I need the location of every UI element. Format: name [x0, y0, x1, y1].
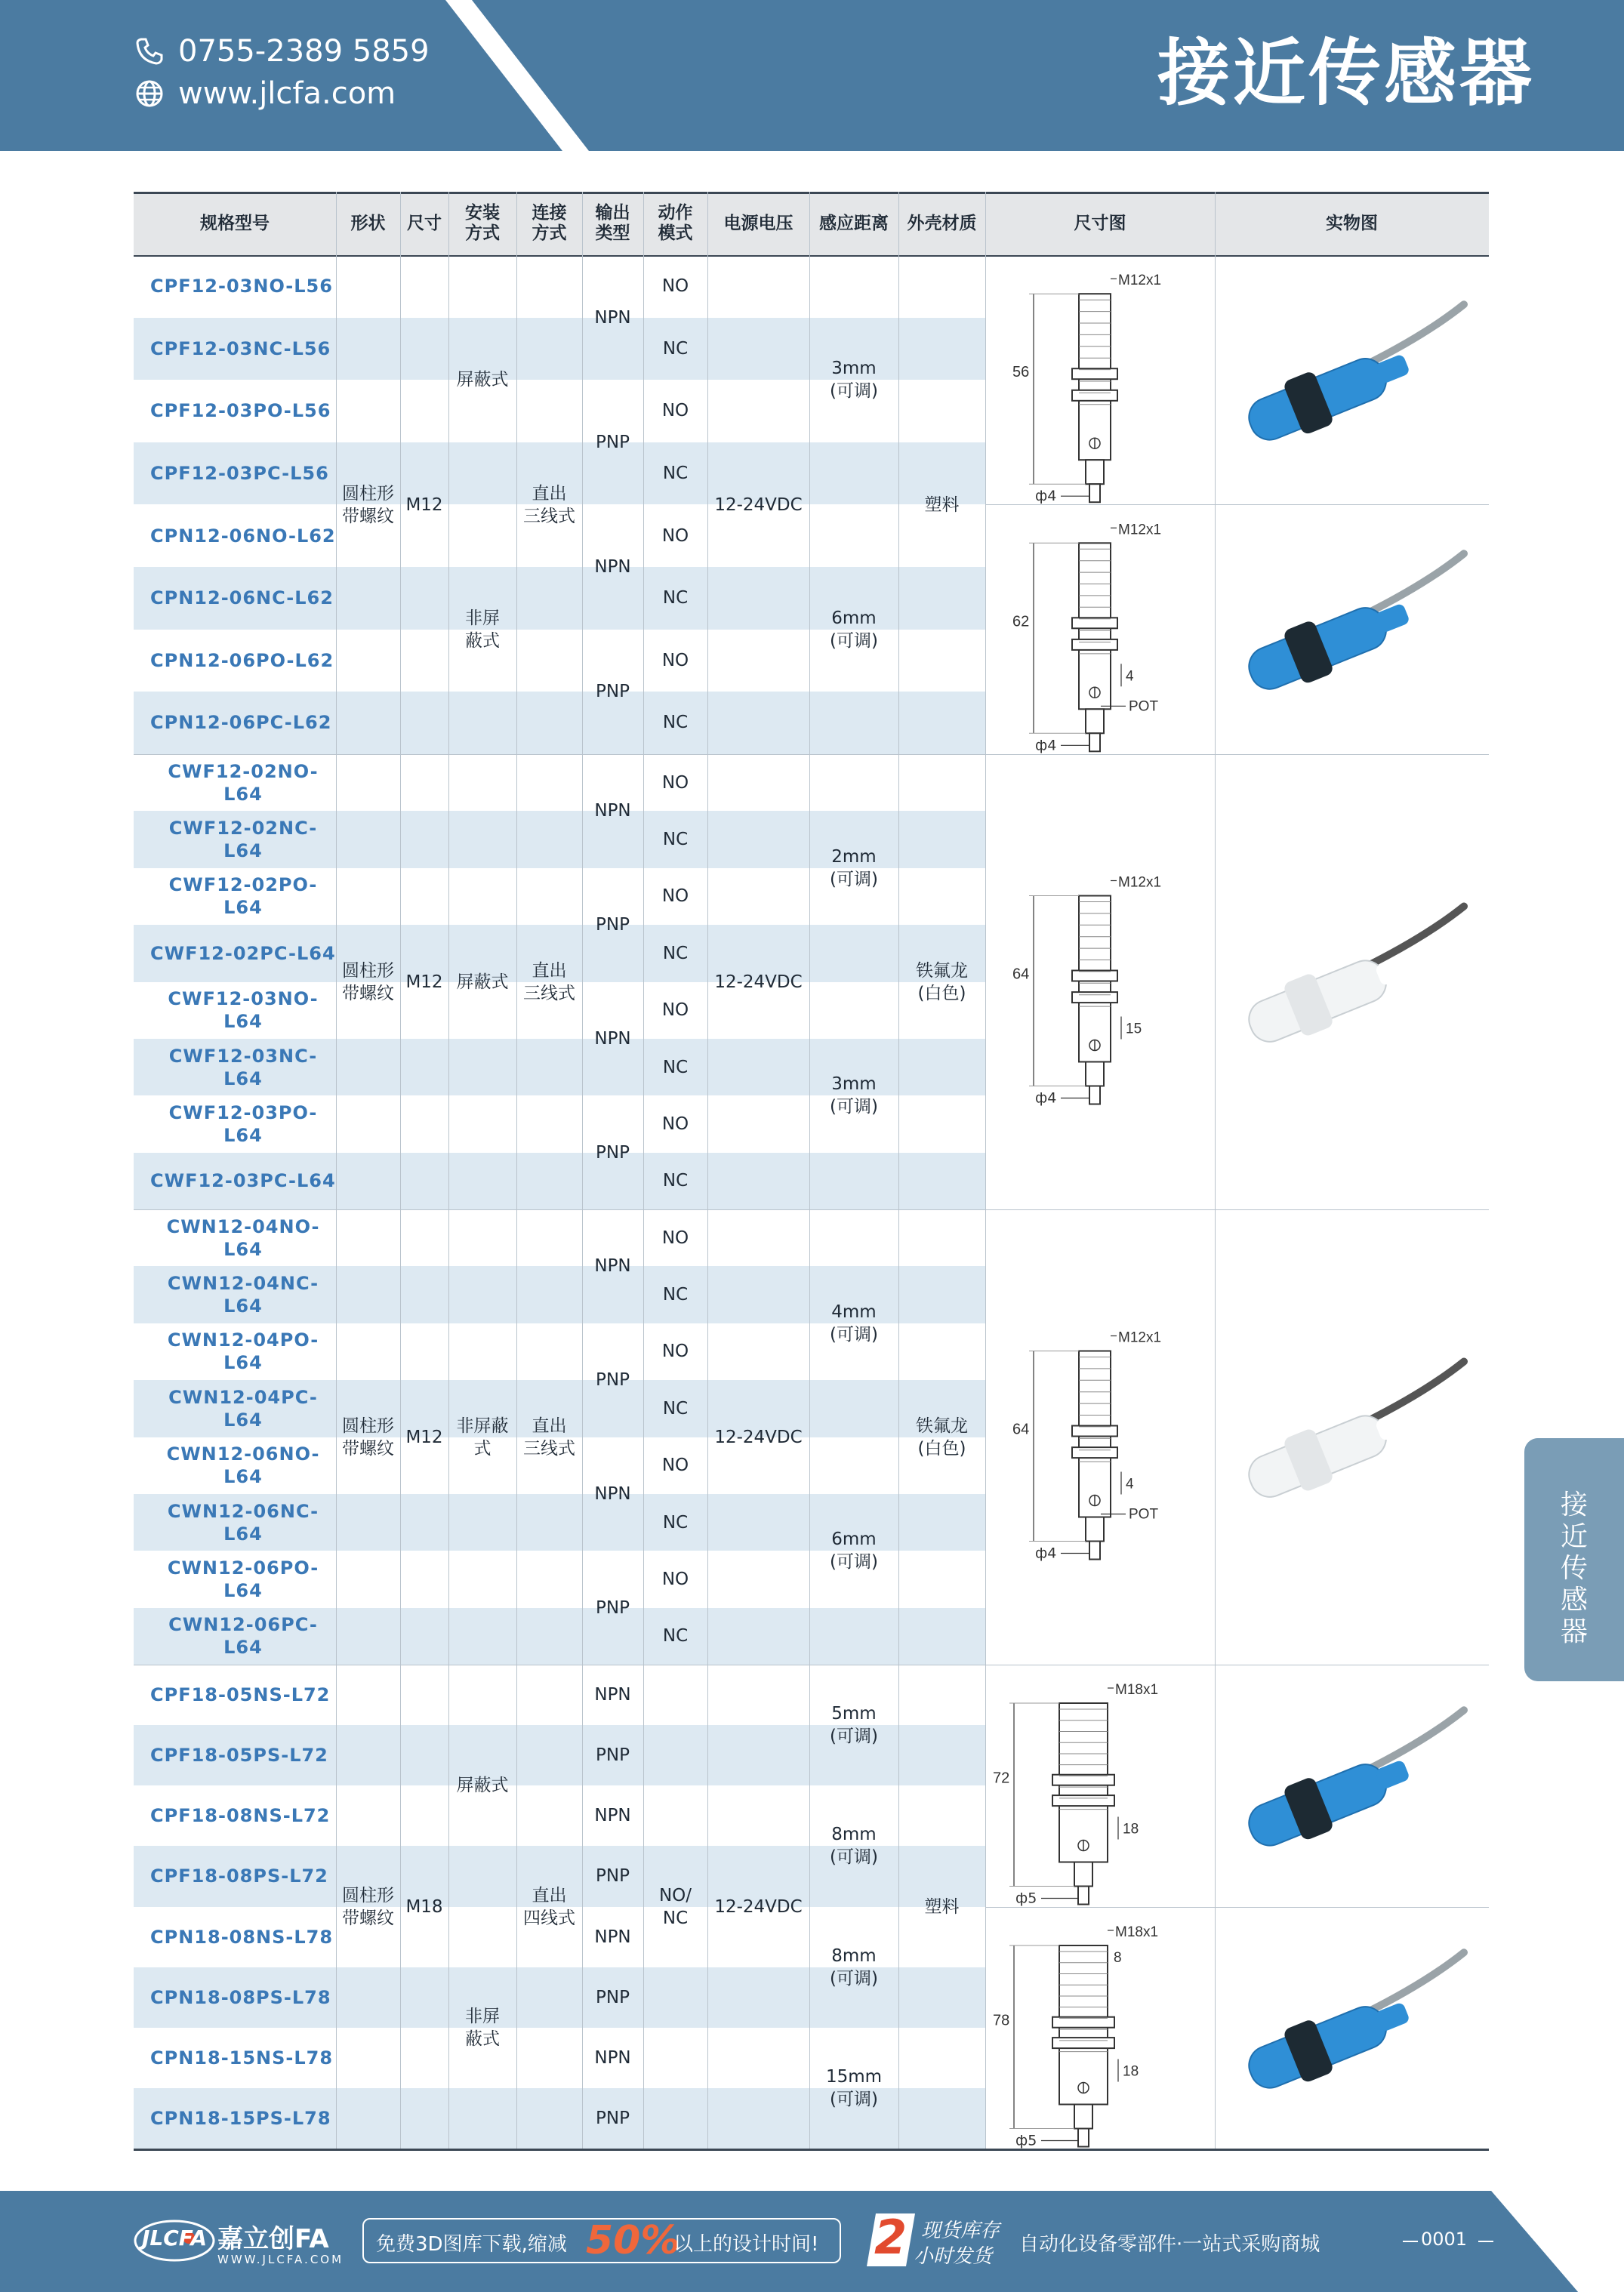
header-model: 规格型号	[200, 213, 270, 233]
output-cell: NPN	[594, 1028, 631, 1049]
length-label: 72	[993, 1770, 1010, 1787]
action-cell: NC	[662, 1171, 689, 1191]
thread-label: M12x1	[1118, 273, 1162, 289]
footer-bar	[0, 2191, 1624, 2292]
extra-dim-label: 15	[1126, 1021, 1142, 1037]
column-divider	[809, 192, 810, 2149]
distance-cell: 8mm (可调)	[830, 1825, 878, 1868]
model-cell: CWF12-03PC-L64	[150, 1170, 336, 1192]
material-cell: 塑料	[924, 494, 960, 515]
action-cell: NO	[661, 772, 689, 793]
model-cell: CWF12-03PO-L64	[168, 1101, 318, 1146]
model-cell: CWN12-06PC-L64	[168, 1614, 318, 1659]
material-cell: 塑料	[924, 1896, 960, 1917]
column-divider	[643, 192, 644, 2149]
footer-slogan-percent: 50%	[586, 2218, 680, 2263]
diameter-label: ф4	[1035, 488, 1057, 505]
model-cell: CWF12-02PO-L64	[168, 874, 318, 919]
sensor-nut-outline	[1072, 971, 1117, 981]
action-cell: NC	[662, 1512, 689, 1533]
model-cell: CPF18-08NS-L72	[150, 1805, 331, 1827]
size-cell: M12	[405, 1427, 443, 1447]
output-cell: PNP	[596, 1866, 630, 1887]
length-label: 64	[1012, 1421, 1030, 1438]
header-shape: 形状	[350, 213, 386, 233]
model-cell: CWF12-03NO-L64	[168, 988, 319, 1033]
sensor-nut-outline	[1072, 639, 1117, 650]
column-divider	[898, 192, 899, 2149]
distance-cell: 2mm (可调)	[830, 846, 878, 889]
model-cell: CPF18-08PS-L72	[150, 1865, 328, 1887]
header-photo: 实物图	[1326, 213, 1378, 233]
action-cell: NO	[661, 1114, 689, 1134]
sensor-cable	[1366, 1952, 1464, 2013]
phone-number: 0755-2389 5859	[178, 34, 430, 69]
header-connect: 连接 方式	[532, 203, 567, 243]
action-cell: NO	[661, 401, 689, 421]
sensor-nut-outline	[1072, 992, 1117, 1003]
output-cell: PNP	[596, 1597, 630, 1618]
sensor-tail-outline	[1086, 710, 1104, 734]
output-cell: NPN	[594, 1685, 631, 1705]
dimension-drawing	[985, 754, 1212, 1209]
action-cell: NC	[662, 464, 689, 484]
column-divider	[336, 192, 337, 2149]
footer-slogan-suffix: 以上的设计时间!	[673, 2233, 819, 2256]
sensor-nut-outline	[1072, 1426, 1117, 1437]
output-cell: PNP	[596, 915, 630, 935]
model-cell: CWN12-06NO-L64	[166, 1443, 320, 1488]
footer-brand: JLCFA	[142, 2226, 207, 2250]
distance-cell: 6mm (可调)	[830, 1530, 878, 1573]
action-cell: NC	[662, 588, 689, 608]
sensor-cable	[1366, 907, 1464, 967]
column-divider	[582, 192, 583, 2149]
side-tab-label: 接近传感器	[1560, 1489, 1588, 1647]
dimension-drawing	[985, 1907, 1212, 2149]
output-cell: PNP	[596, 2108, 630, 2128]
length-label: 56	[1012, 364, 1030, 381]
header-action: 动作 模式	[658, 203, 693, 243]
page-number-line-right	[1478, 2241, 1493, 2242]
action-cell: NC	[662, 830, 689, 850]
sensor-tail-outline	[1074, 2104, 1092, 2128]
thread-label: M12x1	[1118, 874, 1162, 891]
distance-cell: 3mm (可调)	[830, 1074, 878, 1117]
model-cell: CPN12-06NC-L62	[150, 587, 334, 609]
model-cell: CPN18-15PS-L78	[150, 2107, 331, 2129]
header-material: 外壳材质	[907, 213, 977, 233]
sensor-nut-outline	[1072, 390, 1117, 401]
model-cell: CPN18-08PS-L78	[150, 1986, 331, 2008]
thread-label: M12x1	[1118, 1329, 1162, 1346]
sensor-nut-outline	[1052, 1795, 1114, 1806]
sensor-tail-outline	[1086, 1517, 1104, 1542]
model-cell: CPF12-03NO-L56	[150, 276, 333, 297]
mount-cell: 非屏 蔽式	[465, 608, 500, 651]
voltage-cell: 12-24VDC	[714, 1896, 803, 1917]
action-cell: NC	[662, 338, 689, 359]
size-cell: M12	[405, 972, 443, 992]
distance-cell: 15mm (可调)	[825, 2066, 883, 2109]
model-cell: CPN18-08NS-L78	[150, 1926, 334, 1948]
connect-cell: 直出 三线式	[523, 1416, 575, 1459]
distance-cell: 6mm (可调)	[830, 608, 878, 651]
output-cell: NPN	[594, 2047, 631, 2068]
page-title: 接近传感器	[1157, 31, 1535, 116]
pot-label: POT	[1129, 1506, 1159, 1523]
dimension-drawing	[985, 255, 1212, 504]
action-cell: NC	[662, 1626, 689, 1647]
header-drawing: 尺寸图	[1074, 213, 1126, 233]
shape-cell: 圆柱形 带螺纹	[342, 1885, 394, 1928]
model-cell: CPN12-06NO-L62	[150, 525, 336, 547]
cable-outline	[1089, 1542, 1100, 1560]
thread-label: M12x1	[1118, 522, 1162, 538]
length-label: 64	[1012, 966, 1030, 983]
header-distance: 感应距离	[819, 213, 889, 233]
model-cell: CWF12-02NO-L64	[168, 760, 319, 805]
sensor-nut-outline	[1072, 618, 1117, 629]
stock-line-1: 现货库存	[921, 2220, 1000, 2242]
output-cell: NPN	[594, 307, 631, 328]
dimension-drawing	[985, 1209, 1212, 1665]
extra-dim-label: 4	[1126, 668, 1134, 685]
product-photo	[1215, 1907, 1489, 2149]
sensor-cable	[1366, 1362, 1464, 1422]
output-cell: NPN	[594, 556, 631, 577]
header-size: 尺寸	[407, 213, 442, 233]
action-cell: NO	[661, 525, 689, 546]
page-number: 0001	[1421, 2229, 1468, 2250]
model-cell: CWN12-04NO-L64	[166, 1215, 320, 1260]
action-cell: NC	[662, 1285, 689, 1305]
diameter-label: ф4	[1035, 1089, 1057, 1107]
length-label: 62	[1012, 613, 1030, 630]
material-cell: 铁氟龙 (白色)	[916, 960, 968, 1003]
model-cell: CPN12-06PO-L62	[150, 649, 334, 671]
model-cell: CPN12-06PC-L62	[150, 712, 332, 734]
column-divider	[707, 192, 708, 2149]
output-cell: PNP	[596, 1745, 630, 1766]
diameter-label: ф5	[1015, 2132, 1037, 2149]
distance-cell: 4mm (可调)	[830, 1302, 878, 1345]
pot-label: POT	[1129, 698, 1159, 715]
output-cell: NPN	[594, 1256, 631, 1277]
model-cell: CWN12-04PC-L64	[168, 1386, 318, 1431]
sensor-cable	[1366, 1710, 1464, 1770]
voltage-cell: 12-24VDC	[714, 1427, 803, 1447]
sensor-nut-outline	[1072, 1447, 1117, 1458]
product-photo	[1215, 504, 1489, 754]
diameter-label: ф4	[1035, 737, 1057, 754]
output-cell: PNP	[596, 682, 630, 702]
output-cell: NPN	[594, 1927, 631, 1947]
output-cell: PNP	[596, 1987, 630, 2007]
output-cell: NPN	[594, 1483, 631, 1504]
dimension-drawing	[985, 504, 1212, 754]
mount-cell: 屏蔽式	[456, 972, 509, 992]
shape-cell: 圆柱形 带螺纹	[342, 1416, 394, 1459]
action-cell: NO	[661, 1342, 689, 1362]
shape-cell: 圆柱形 带螺纹	[342, 483, 394, 526]
connect-cell: 直出 四线式	[523, 1885, 575, 1928]
model-cell: CPF18-05NS-L72	[150, 1684, 331, 1706]
output-cell: PNP	[596, 1370, 630, 1391]
model-cell: CWF12-02NC-L64	[168, 818, 318, 862]
footer-tagline: 自动化设备零部件·一站式采购商城	[1019, 2233, 1320, 2256]
product-photo	[1215, 1209, 1489, 1665]
product-spec-table	[134, 192, 1489, 2149]
output-cell: NPN	[594, 801, 631, 821]
action-cell: NC	[662, 943, 689, 963]
mount-cell: 屏蔽式	[456, 1776, 509, 1796]
action-cell: NO	[661, 1456, 689, 1476]
action-cell: NC	[662, 1398, 689, 1419]
table-top-border	[134, 192, 1489, 194]
length-label: 78	[993, 2011, 1010, 2029]
extra-dim-label: 4	[1126, 1476, 1134, 1493]
phone-icon	[134, 36, 165, 66]
column-divider	[400, 192, 401, 2149]
action-cell: NO	[661, 1228, 689, 1248]
side-category-tab[interactable]	[1524, 1438, 1624, 1681]
shape-cell: 圆柱形 带螺纹	[342, 960, 394, 1003]
model-cell: CPF12-03NC-L56	[150, 337, 331, 359]
mount-cell: 屏蔽式	[456, 370, 509, 390]
model-cell: CWF12-02PC-L64	[150, 942, 336, 964]
model-cell: CPF18-05PS-L72	[150, 1745, 328, 1767]
table-bottom-border	[134, 2149, 1489, 2151]
model-cell: CPF12-03PO-L56	[150, 400, 331, 422]
model-cell: CPN18-15NS-L78	[150, 2047, 334, 2069]
action-cell: NO	[661, 276, 689, 297]
cable-outline	[1078, 2128, 1089, 2146]
footer-slogan-prefix: 免费3D图库下载,缩减	[376, 2233, 567, 2256]
sensor-tail-outline	[1086, 460, 1104, 484]
product-photo	[1215, 754, 1489, 1209]
extra-dim-label: 18	[1123, 2063, 1139, 2079]
sensor-nut-outline	[1052, 2038, 1114, 2048]
distance-cell: 5mm (可调)	[830, 1704, 878, 1747]
sensor-cable	[1366, 554, 1464, 615]
model-cell: CWN12-04NC-L64	[167, 1273, 319, 1317]
sensor-cable	[1366, 304, 1464, 365]
connect-cell: 直出 三线式	[523, 483, 575, 526]
column-divider	[448, 192, 449, 2149]
diameter-label: ф5	[1015, 1890, 1037, 1907]
cable-outline	[1089, 484, 1100, 502]
output-cell: PNP	[596, 1142, 630, 1163]
sensor-nut-outline	[1072, 368, 1117, 379]
sensor-tail-outline	[1074, 1862, 1092, 1887]
extra-dim-label: 18	[1123, 1821, 1139, 1838]
cable-outline	[1089, 1086, 1100, 1104]
action-cell: NO	[661, 1000, 689, 1021]
output-cell: NPN	[594, 1806, 631, 1826]
header-output: 输出 类型	[595, 203, 630, 243]
model-cell: CPF12-03PC-L56	[150, 463, 329, 485]
voltage-cell: 12-24VDC	[714, 494, 803, 515]
footer-brand-cn: 嘉立创FA	[217, 2224, 329, 2254]
badge-number: 2	[874, 2210, 908, 2265]
output-cell: PNP	[596, 432, 630, 452]
voltage-cell: 12-24VDC	[714, 972, 803, 992]
footer-brand-url[interactable]: WWW.JLCFA.COM	[217, 2253, 344, 2266]
mount-cell: 非屏蔽式	[456, 1416, 509, 1459]
model-cell: CWN12-04PO-L64	[167, 1329, 319, 1374]
page-number-line-left	[1403, 2241, 1418, 2242]
cable-outline	[1089, 734, 1100, 752]
product-photo	[1215, 1665, 1489, 1907]
cable-outline	[1078, 1887, 1089, 1905]
sensor-tail-outline	[1086, 1062, 1104, 1086]
action-cell: NO	[661, 886, 689, 907]
model-cell: CWN12-06PO-L64	[167, 1557, 319, 1601]
contact-block	[134, 30, 430, 115]
header-mount: 安装 方式	[465, 203, 500, 243]
action-cell: NC	[662, 713, 689, 733]
header-voltage: 电源电压	[723, 213, 794, 233]
action-cell: NO	[661, 650, 689, 670]
top-dim-label: 8	[1114, 1949, 1122, 1966]
website-link[interactable]: www.jlcfa.com	[178, 76, 396, 111]
diameter-label: ф4	[1035, 1545, 1057, 1562]
thread-label: M18x1	[1115, 1924, 1159, 1940]
material-cell: 铁氟龙 (白色)	[916, 1416, 968, 1459]
size-cell: M18	[405, 1896, 443, 1917]
dimension-drawing	[985, 1665, 1212, 1907]
thread-label: M18x1	[1115, 1682, 1159, 1698]
model-cell: CWN12-06NC-L64	[167, 1500, 319, 1545]
size-cell: M12	[405, 494, 443, 515]
distance-cell: 3mm (可调)	[830, 359, 878, 402]
action-cell: NC	[662, 1057, 689, 1077]
mount-cell: 非屏 蔽式	[465, 2006, 500, 2049]
column-divider	[516, 192, 517, 2149]
model-cell: CWF12-03NC-L64	[168, 1045, 318, 1089]
product-photo	[1215, 255, 1489, 504]
globe-icon	[134, 79, 165, 109]
action-cell: NO	[661, 1569, 689, 1589]
connect-cell: 直出 三线式	[523, 960, 575, 1003]
stock-line-2: 小时发货	[914, 2245, 993, 2268]
action-cell: NO/ NC	[658, 1885, 692, 1928]
distance-cell: 8mm (可调)	[830, 1945, 878, 1989]
